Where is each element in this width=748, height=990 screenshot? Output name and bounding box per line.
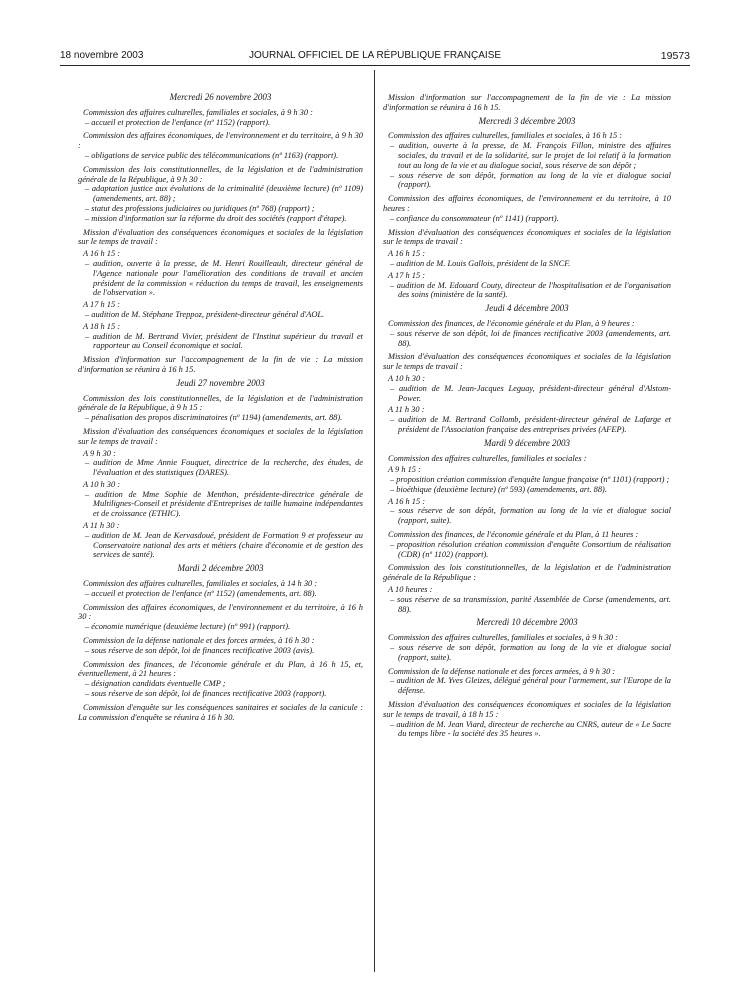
agenda-item: – audition de M. Bertrand Collomb, président-directeur général de Lafarge et président de l'Association française des entreprises privées (AFEP). bbox=[390, 415, 671, 434]
session-time: A 10 heures : bbox=[388, 585, 433, 595]
day-heading: Mercredi 3 décembre 2003 bbox=[478, 115, 576, 126]
agenda-item: – audition de M. Louis Gallois, président de la SNCF. bbox=[390, 258, 571, 268]
commission-title: Commission des affaires économiques, de l'environnement et du territoire, à 9 h 30 : bbox=[78, 131, 363, 151]
commission-title: Mission d'évaluation des conséquences économiques et sociales de la législation sur le temps de travail, à 18 h 15 : bbox=[383, 700, 671, 719]
session-time: A 16 h 15 : bbox=[83, 249, 121, 259]
session-time: A 17 h 15 : bbox=[83, 300, 121, 310]
commission-title: Mission d'information sur l'accompagnement de la fin de vie : La mission d'information se réunira à 16 h 15. bbox=[78, 355, 363, 374]
day-section bbox=[383, 439, 671, 615]
commission-title: Commission des lois constitutionnelles, de la législation et de l'administration générale de la République : bbox=[383, 563, 671, 583]
day-heading: Mardi 9 décembre 2003 bbox=[483, 437, 571, 448]
commission-block bbox=[383, 633, 671, 662]
day-heading: Mercredi 10 décembre 2003 bbox=[476, 617, 578, 628]
commission-block bbox=[78, 603, 363, 632]
commission-title: Mission d'évaluation des conséquences économiques et sociales de la législation sur le temps de travail : bbox=[383, 352, 671, 372]
commission-title: Mission d'évaluation des conséquences économiques et sociales de la législation sur le temps de travail : bbox=[78, 227, 363, 247]
agenda-item: – proposition création commission d'enquête langue française (nº 1101) (rapport) ; bbox=[390, 475, 670, 485]
agenda-item: – adaptation justice aux évolutions de la criminalité (deuxième lecture) (nº 1109) (amendements, art. 88) ; bbox=[85, 184, 363, 204]
commission-title: Commission des affaires culturelles, familiales et sociales, à 9 h 30 : bbox=[388, 633, 618, 643]
agenda-item: – audition de M. Jean-Jacques Leguay, président-directeur général d'Alstom-Power. bbox=[390, 383, 671, 403]
agenda-item: – pénalisation des propos discriminatoires (nº 1194) (amendements, art. 88). bbox=[85, 413, 343, 423]
agenda-item: – économie numérique (deuxième lecture) (nº 991) (rapport). bbox=[85, 622, 291, 632]
commission-title: Commission des affaires économiques, de l'environnement et du territoire, à 16 h 30 : bbox=[78, 602, 363, 622]
commission-title: Mission d'évaluation des conséquences économiques et sociales de la législation sur le temps de travail : bbox=[383, 227, 671, 247]
commission-block bbox=[383, 319, 671, 348]
session-time: A 10 h 30 : bbox=[83, 479, 121, 489]
page-header bbox=[60, 48, 690, 64]
agenda-item: – audition de M. Stéphane Treppoz, président-directeur général d'AOL. bbox=[85, 309, 325, 319]
commission-title: Commission des affaires culturelles, familiales et sociales, à 16 h 15 : bbox=[388, 131, 623, 141]
session-time: A 17 h 15 : bbox=[388, 270, 426, 280]
commission-block bbox=[383, 667, 671, 696]
agenda-item: – audition de M. Yves Gleizes, délégué général pour l'armement, sur l'Europe de la défense. bbox=[390, 676, 671, 696]
agenda-item: – accueil et protection de l'enfance (nº 1152) (rapport). bbox=[85, 117, 271, 127]
agenda-item: – sous réserve de son dépôt, formation au long de la vie et dialogue social (rapport, suite). bbox=[390, 643, 671, 662]
agenda-item: – audition, ouverte à la presse, de M. François Fillon, ministre des affaires sociales, du travail et de la solidarité, sur le projet de loi relatif à la formation tout au long de la vie et au dialogue social, sous réserve de son dépôt ; bbox=[390, 141, 671, 170]
agenda-item: – sous réserve de son dépôt, formation au long de la vie et dialogue social (rapport). bbox=[390, 170, 671, 190]
session-time: A 10 h 30 : bbox=[388, 373, 426, 383]
agenda-item: – confiance du consommateur (nº 1141) (rapport). bbox=[390, 213, 559, 223]
header-rule bbox=[60, 65, 690, 66]
commission-block bbox=[78, 660, 363, 699]
commission-title: Commission des affaires culturelles, familiales et sociales : bbox=[388, 453, 587, 463]
session-time: A 11 h 30 : bbox=[83, 521, 120, 531]
commission-block bbox=[383, 228, 671, 301]
commission-block bbox=[78, 394, 363, 423]
commission-block bbox=[383, 454, 671, 527]
commission-block bbox=[383, 194, 671, 223]
commission-title: Commission des finances, de l'économie générale et du Plan, à 9 heures : bbox=[388, 318, 635, 328]
commission-block bbox=[78, 427, 363, 560]
commission-title: Mission d'information sur l'accompagnement de la fin de vie : La mission d'information se réunira à 16 h 15. bbox=[383, 93, 671, 112]
agenda-item: – audition de M. Bertrand Vivier, président de l'Institut supérieur du travail et rapporteur au Conseil économique et social. bbox=[85, 331, 363, 351]
agenda-item: – audition, ouverte à la presse, de M. Henri Rouilleault, directeur général de l'Agence nationale pour l'amélioration des conditions de travail et ancien président de la commission « réduction du temps de travail, les enseignements de l'observation ». bbox=[85, 258, 363, 298]
commission-title: Commission de la défense nationale et des forces armées, à 16 h 30 : bbox=[83, 636, 315, 646]
agenda-item: – bioéthique (deuxième lecture) (nº 593) (amendements, art. 88). bbox=[390, 484, 607, 494]
commission-title: Commission de la défense nationale et des forces armées, à 9 h 30 : bbox=[388, 666, 616, 676]
day-section bbox=[383, 93, 671, 113]
agenda-item: – audition de M. Edouard Couty, directeur de l'hospitalisation et de l'organisation des soins (ministère de la santé). bbox=[390, 280, 671, 300]
day-heading: Mercredi 26 novembre 2003 bbox=[169, 92, 272, 102]
day-section bbox=[78, 379, 363, 561]
session-time: A 16 h 15 : bbox=[388, 496, 426, 506]
commission-title: Mission d'évaluation des conséquences économiques et sociales de la législation sur le temps de travail : bbox=[78, 426, 363, 446]
commission-title: Commission d'enquête sur les conséquences sanitaires et sociales de la canicule : La commission d'enquête se réunira à 16 h 30. bbox=[78, 702, 363, 722]
commission-block bbox=[383, 352, 671, 434]
day-section bbox=[383, 618, 671, 739]
day-heading: Mardi 2 décembre 2003 bbox=[177, 563, 264, 574]
commission-block bbox=[78, 108, 363, 128]
left-column bbox=[78, 93, 363, 726]
commission-title: Commission des lois constitutionnelles, de la législation et de l'administration générale de la République, à 9 h 30 : bbox=[78, 164, 363, 184]
commission-block bbox=[78, 165, 363, 224]
agenda-item: – audition de Mme Sophie de Menthon, présidente-directrice générale de Multilignes-Conseil et présidente d'Entreprises de taille humaine indépendantes et de croissance (ETHIC). bbox=[85, 489, 363, 519]
day-section bbox=[383, 117, 671, 301]
agenda-item: – désignation candidats éventuelle CMP ; bbox=[85, 679, 226, 689]
right-column bbox=[383, 93, 671, 743]
column-divider bbox=[374, 70, 375, 972]
agenda-item: – audition de M. Jean de Kervasdoué, président de Formation 9 et professeur au Conservatoire national des arts et métiers (chaire d'économie et de gestion des services de santé). bbox=[85, 530, 363, 560]
agenda-item: – audition de M. Jean Viard, directeur de recherche au CNRS, auteur de « Le Sacre du temps libre - la société des 35 heures ». bbox=[390, 719, 671, 739]
day-section bbox=[78, 564, 363, 722]
day-heading: Jeudi 4 décembre 2003 bbox=[485, 303, 569, 314]
day-section bbox=[78, 93, 363, 375]
commission-block bbox=[383, 93, 671, 113]
commission-block bbox=[78, 131, 363, 160]
agenda-item: – sous réserve de sa transmission, parité Assemblée de Corse (amendements, art. 88). bbox=[390, 594, 671, 614]
agenda-item: – obligations de service public des télécommunications (nº 1163) (rapport). bbox=[85, 150, 339, 160]
commission-block bbox=[78, 636, 363, 656]
agenda-item: – audition de Mme Annie Fouquet, directrice de la recherche, des études, de l'évaluation et des statistiques (DARES). bbox=[85, 458, 363, 478]
day-heading: Jeudi 27 novembre 2003 bbox=[176, 377, 265, 388]
session-time: A 9 h 15 : bbox=[388, 465, 421, 475]
commission-block bbox=[383, 700, 671, 739]
commission-title: Commission des finances, de l'économie générale et du Plan, à 16 h 15, et, éventuellement, à 21 heures : bbox=[78, 659, 363, 679]
agenda-item: – sous réserve de son dépôt, formation au long de la vie et dialogue social (rapport, suite). bbox=[390, 506, 671, 526]
commission-title: Commission des affaires économiques, de l'environnement et du territoire, à 10 heures : bbox=[383, 194, 671, 213]
agenda-item: – sous réserve de son dépôt, loi de finances rectificative 2003 (amendements, art. 88). bbox=[390, 328, 671, 348]
commission-title: Commission des affaires culturelles, familiales et sociales, à 14 h 30 : bbox=[83, 579, 318, 589]
journal-title: JOURNAL OFFICIEL DE LA RÉPUBLIQUE FRANÇAISE bbox=[248, 50, 502, 61]
commission-block bbox=[383, 131, 671, 190]
commission-block bbox=[78, 579, 363, 599]
page-number: 19573 bbox=[660, 50, 690, 62]
commission-block bbox=[78, 703, 363, 723]
header-date: 18 novembre 2003 bbox=[60, 50, 144, 61]
commission-block bbox=[383, 563, 671, 614]
day-section bbox=[383, 304, 671, 435]
session-time: A 11 h 30 : bbox=[388, 405, 425, 415]
agenda-item: – sous réserve de son dépôt, loi de finances rectificative 2003 (avis). bbox=[85, 645, 315, 655]
commission-title: Commission des affaires culturelles, familiales et sociales, à 9 h 30 : bbox=[83, 107, 313, 117]
commission-title: Commission des finances, de l'économie générale et du Plan, à 11 heures : bbox=[388, 530, 639, 540]
commission-block bbox=[78, 228, 363, 352]
session-time: A 16 h 15 : bbox=[388, 249, 426, 259]
agenda-item: – proposition résolution création commission d'enquête Consortium de réalisation (CDR) (nº 1102) (rapport). bbox=[390, 539, 671, 559]
agenda-item: – mission d'information sur la réforme du droit des sociétés (rapport d'étape). bbox=[85, 213, 347, 223]
commission-block bbox=[383, 530, 671, 559]
session-time: A 9 h 30 : bbox=[83, 448, 116, 458]
commission-title: Commission des lois constitutionnelles, de la législation et de l'administration générale de la République, à 9 h 15 : bbox=[78, 393, 363, 413]
agenda-item: – sous réserve de son dépôt, loi de finances rectificative 2003 (rapport). bbox=[85, 689, 327, 699]
agenda-item: – accueil et protection de l'enfance (nº 1152) (amendements, art. 88). bbox=[85, 588, 317, 598]
agenda-item: – statut des professions judiciaires ou juridiques (nº 768) (rapport) ; bbox=[85, 203, 315, 213]
commission-block bbox=[78, 355, 363, 375]
session-time: A 18 h 15 : bbox=[83, 321, 121, 331]
